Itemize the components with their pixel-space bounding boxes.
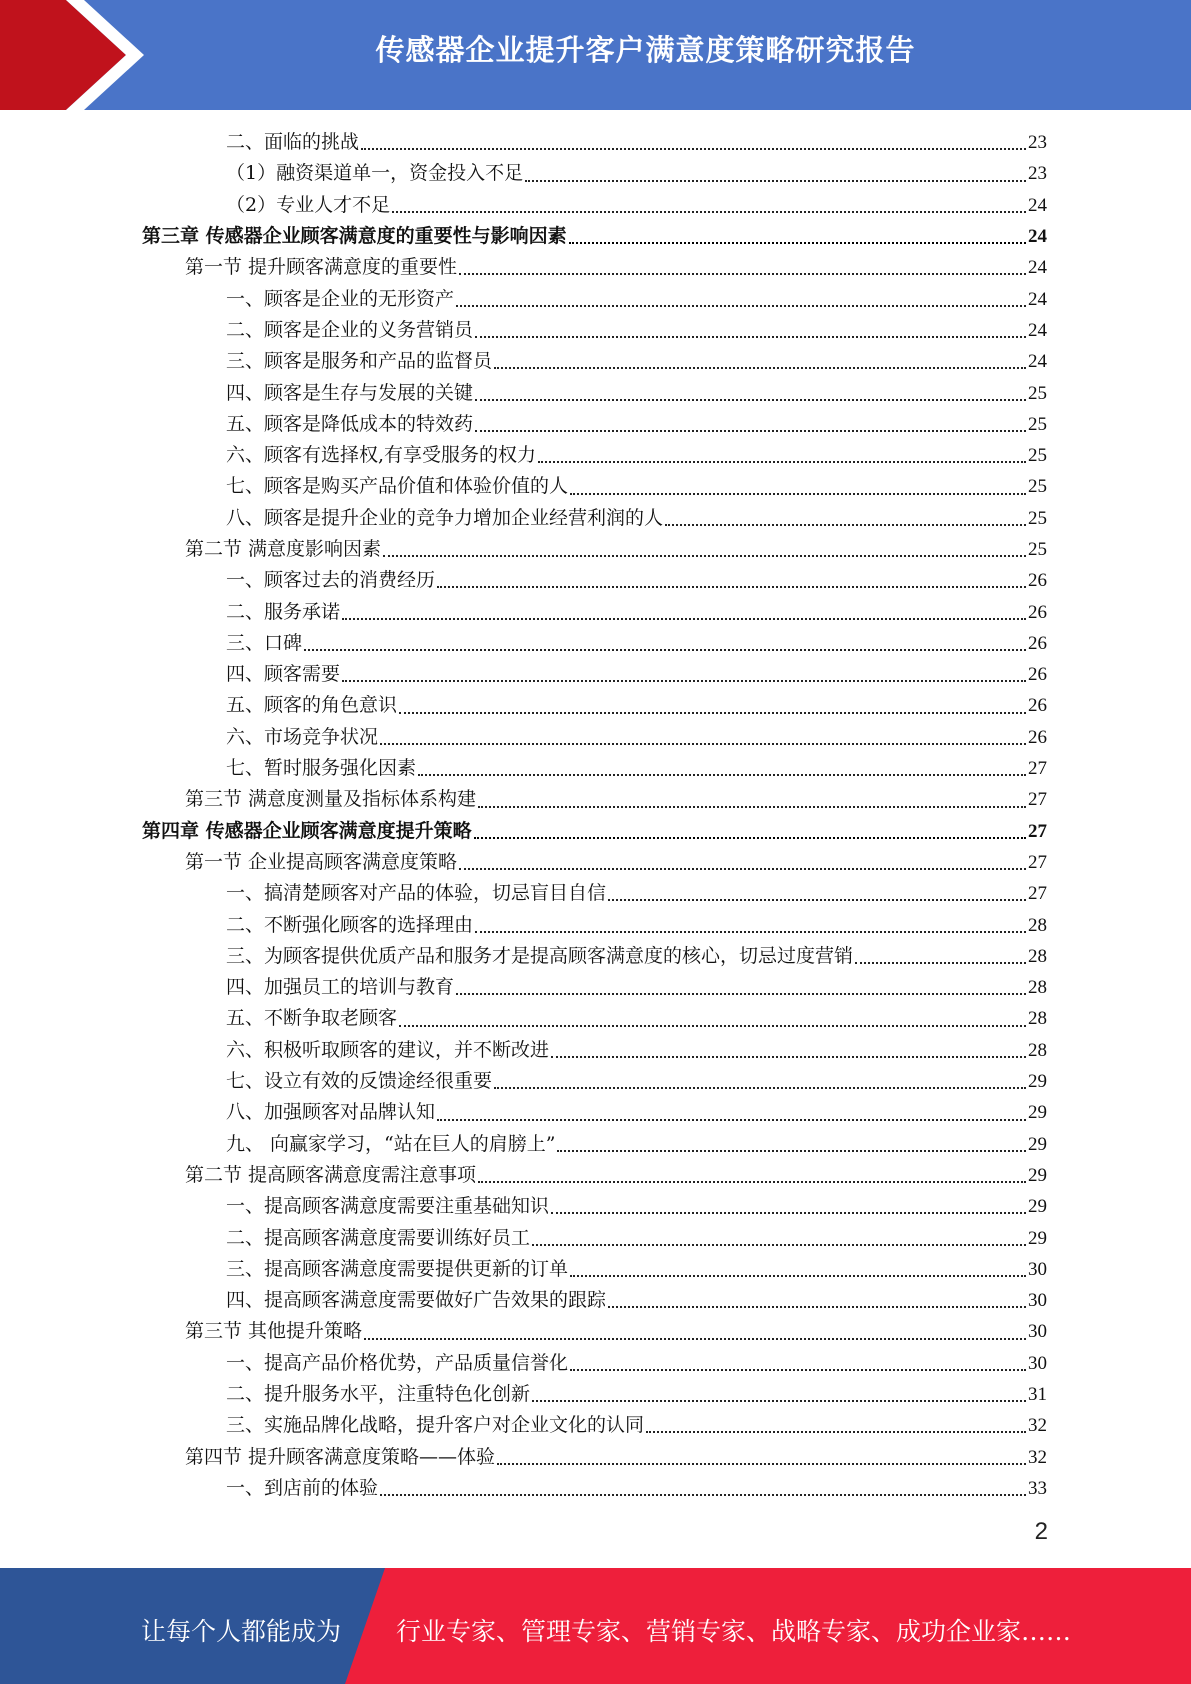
toc-dot-leader <box>497 1462 1026 1465</box>
toc-subsection-entry[interactable] <box>0 1410 1191 1441</box>
toc-page-number: 30 <box>1028 1352 1047 1374</box>
toc-subsection-entry[interactable] <box>0 346 1191 377</box>
toc-entry-title: 七、暂时服务强化因素 <box>226 757 417 780</box>
toc-subsection-entry[interactable] <box>0 690 1191 721</box>
toc-entry-title: 一、到店前的体验 <box>226 1476 379 1499</box>
toc-entry-title: 五、顾客是降低成本的特效药 <box>226 412 474 435</box>
toc-entry-title: 四、提高顾客满意度需要做好广告效果的跟踪 <box>226 1289 607 1312</box>
toc-dot-leader <box>459 272 1026 275</box>
toc-page-number: 26 <box>1028 632 1047 654</box>
toc-entry-title: 八、加强顾客对品牌认知 <box>226 1101 436 1124</box>
toc-page-number: 29 <box>1028 1164 1047 1186</box>
toc-page-number: 28 <box>1028 1039 1047 1061</box>
toc-entry-title: 第四章 传感器企业顾客满意度提升策略 <box>142 819 472 842</box>
toc-subsection-entry[interactable] <box>0 190 1191 221</box>
toc-dot-leader <box>456 304 1026 307</box>
toc-page-number: 24 <box>1028 288 1047 310</box>
toc-entry-title: 二、提升服务水平，注重特色化创新 <box>226 1383 531 1406</box>
toc-entry-title: 三、口碑 <box>226 631 303 654</box>
toc-page-number: 27 <box>1028 820 1047 842</box>
toc-subsection-entry[interactable] <box>0 1003 1191 1034</box>
toc-entry-title: 六、市场竞争状况 <box>226 725 379 748</box>
toc-entry-title: 第三章 传感器企业顾客满意度的重要性与影响因素 <box>142 225 567 248</box>
toc-entry-title: 二、面临的挑战 <box>226 131 360 154</box>
toc-page-number: 25 <box>1028 382 1047 404</box>
toc-dot-leader <box>525 179 1026 182</box>
toc-dot-leader <box>361 147 1026 150</box>
toc-dot-leader <box>551 1055 1026 1058</box>
toc-dot-leader <box>392 210 1026 213</box>
toc-entry-title: 六、积极听取顾客的建议，并不断改进 <box>226 1038 550 1061</box>
toc-page-number: 29 <box>1028 1071 1047 1093</box>
toc-page-number: 30 <box>1028 1258 1047 1280</box>
toc-section-entry[interactable] <box>0 534 1191 565</box>
toc-dot-leader <box>437 1118 1026 1121</box>
toc-page-number: 25 <box>1028 539 1047 560</box>
toc-entry-title: 三、为顾客提供优质产品和服务才是提高顾客满意度的核心，切忌过度营销 <box>226 944 854 967</box>
toc-subsection-entry[interactable] <box>0 409 1191 440</box>
toc-dot-leader <box>494 1086 1026 1089</box>
toc-dot-leader <box>475 335 1026 338</box>
toc-subsection-entry[interactable] <box>0 1222 1191 1253</box>
toc-subsection-entry[interactable] <box>0 377 1191 408</box>
toc-entry-title: 一、提高产品价格优势，产品质量信誉化 <box>226 1351 569 1374</box>
toc-dot-leader <box>608 1305 1026 1308</box>
toc-entry-title: 三、提高顾客满意度需要提供更新的订单 <box>226 1257 569 1280</box>
toc-entry-title: 第一节 提升顾客满意度的重要性 <box>185 256 458 279</box>
toc-page-number: 28 <box>1028 914 1047 936</box>
toc-entry-title: 一、顾客过去的消费经历 <box>226 569 436 592</box>
toc-subsection-entry[interactable] <box>0 628 1191 659</box>
toc-page-number: 26 <box>1028 726 1047 748</box>
toc-entry-title: 第一节 企业提高顾客满意度策略 <box>185 850 458 873</box>
toc-page-number: 29 <box>1028 1227 1047 1249</box>
toc-subsection-entry[interactable] <box>0 1066 1191 1097</box>
toc-page-number: 24 <box>1028 319 1047 341</box>
toc-subsection-entry[interactable] <box>0 1097 1191 1128</box>
toc-section-entry[interactable] <box>0 1441 1191 1472</box>
toc-entry-title: 八、顾客是提升企业的竞争力增加企业经营利润的人 <box>226 506 664 529</box>
toc-page-number: 28 <box>1028 977 1047 999</box>
toc-entry-title: 五、顾客的角色意识 <box>226 694 398 717</box>
toc-dot-leader <box>475 930 1026 933</box>
toc-subsection-entry[interactable] <box>0 315 1191 346</box>
toc-entry-title: 二、提高顾客满意度需要训练好员工 <box>226 1226 531 1249</box>
toc-dot-leader <box>532 1243 1026 1246</box>
toc-page-number: 32 <box>1028 1446 1047 1468</box>
toc-page-number: 27 <box>1028 758 1047 780</box>
page-header <box>0 0 1191 110</box>
toc-entry-title: 四、顾客需要 <box>226 663 341 686</box>
toc-entry-title: 第三节 满意度测量及指标体系构建 <box>185 788 477 811</box>
toc-dot-leader <box>665 523 1026 526</box>
toc-page-number: 24 <box>1028 257 1047 279</box>
toc-chapter-entry[interactable] <box>0 816 1191 847</box>
toc-entry-title: 二、不断强化顾客的选择理由 <box>226 913 474 936</box>
toc-entry-title: 七、顾客是购买产品价值和体验价值的人 <box>226 475 569 498</box>
toc-section-entry[interactable] <box>0 252 1191 283</box>
toc-page-number: 23 <box>1028 132 1047 154</box>
toc-dot-leader <box>399 711 1026 714</box>
page-footer <box>0 1568 1191 1684</box>
toc-page-number: 27 <box>1028 883 1047 905</box>
toc-page-number: 26 <box>1028 664 1047 686</box>
toc-subsection-entry[interactable] <box>0 158 1191 189</box>
toc-page-number: 28 <box>1028 1008 1047 1030</box>
toc-dot-leader <box>380 742 1026 745</box>
toc-chapter-entry[interactable] <box>0 221 1191 252</box>
toc-subsection-entry[interactable] <box>0 1129 1191 1160</box>
toc-page-number: 25 <box>1028 476 1047 498</box>
toc-section-entry[interactable] <box>0 1316 1191 1347</box>
toc-subsection-entry[interactable] <box>0 722 1191 753</box>
toc-dot-leader <box>475 429 1026 432</box>
toc-dot-leader <box>437 585 1026 588</box>
toc-entry-title: 第二节 提高顾客满意度需注意事项 <box>185 1163 477 1186</box>
toc-subsection-entry[interactable] <box>0 972 1191 1003</box>
toc-entry-title: （2）专业人才不足 <box>226 193 391 216</box>
toc-page-number: 29 <box>1028 1102 1047 1124</box>
toc-dot-leader <box>383 554 1026 557</box>
toc-subsection-entry[interactable] <box>0 1035 1191 1066</box>
table-of-contents <box>0 127 1191 1504</box>
toc-subsection-entry[interactable] <box>0 909 1191 940</box>
toc-subsection-entry[interactable] <box>0 659 1191 690</box>
toc-subsection-entry[interactable] <box>0 1473 1191 1504</box>
toc-dot-leader <box>608 898 1026 901</box>
toc-subsection-entry[interactable] <box>0 565 1191 596</box>
toc-dot-leader <box>459 867 1026 870</box>
toc-section-entry[interactable] <box>0 847 1191 878</box>
toc-dot-leader <box>478 805 1026 808</box>
toc-dot-leader <box>399 1024 1026 1027</box>
toc-dot-leader <box>557 1149 1026 1152</box>
document-title: 传感器企业提升客户满意度策略研究报告 <box>375 33 916 67</box>
page-number: 2 <box>1034 1518 1048 1545</box>
toc-entry-title: 三、实施品牌化战略，提升客户对企业文化的认同 <box>226 1414 645 1437</box>
toc-page-number: 28 <box>1028 945 1047 967</box>
toc-entry-title: 第三节 其他提升策略 <box>185 1320 363 1343</box>
toc-dot-leader <box>570 492 1026 495</box>
toc-dot-leader <box>855 961 1026 964</box>
toc-page-number: 33 <box>1028 1477 1047 1499</box>
toc-entry-title: 第二节 满意度影响因素 <box>185 538 382 560</box>
toc-page-number: 25 <box>1028 507 1047 529</box>
toc-subsection-entry[interactable] <box>0 1285 1191 1316</box>
toc-entry-title: 一、搞清楚顾客对产品的体验，切忌盲目自信 <box>226 882 607 905</box>
toc-subsection-entry[interactable] <box>0 878 1191 909</box>
toc-dot-leader <box>570 1368 1026 1371</box>
toc-dot-leader <box>538 460 1026 463</box>
toc-dot-leader <box>478 1180 1026 1183</box>
toc-entry-title: 第四节 提升顾客满意度策略——体验 <box>185 1445 496 1468</box>
toc-dot-leader <box>364 1337 1026 1340</box>
toc-dot-leader <box>551 1211 1026 1214</box>
toc-page-number: 24 <box>1028 226 1047 248</box>
toc-subsection-entry[interactable] <box>0 471 1191 502</box>
toc-subsection-entry[interactable] <box>0 1379 1191 1410</box>
toc-subsection-entry[interactable] <box>0 596 1191 627</box>
toc-page-number: 31 <box>1028 1384 1047 1406</box>
toc-subsection-entry[interactable] <box>0 941 1191 972</box>
toc-entry-title: 九、 向赢家学习，“站在巨人的肩膀上” <box>226 1132 556 1155</box>
toc-entry-title: 七、设立有效的反馈途经很重要 <box>226 1070 493 1093</box>
toc-entry-title: 二、顾客是企业的义务营销员 <box>226 318 474 341</box>
toc-dot-leader <box>646 1430 1026 1433</box>
toc-subsection-entry[interactable] <box>0 1254 1191 1285</box>
toc-page-number: 24 <box>1028 351 1047 373</box>
toc-page-number: 30 <box>1028 1290 1047 1312</box>
toc-page-number: 25 <box>1028 445 1047 467</box>
toc-subsection-entry[interactable] <box>0 1191 1191 1222</box>
toc-entry-title: （1）融资渠道单一，资金投入不足 <box>226 162 524 185</box>
toc-dot-leader <box>342 617 1026 620</box>
toc-dot-leader <box>304 648 1026 651</box>
toc-entry-title: 五、不断争取老顾客 <box>226 1007 398 1030</box>
toc-dot-leader <box>456 992 1026 995</box>
toc-dot-leader <box>342 679 1026 682</box>
toc-dot-leader <box>570 1274 1026 1277</box>
toc-subsection-entry[interactable] <box>0 503 1191 534</box>
footer-slogan-right: 行业专家、管理专家、营销专家、战略专家、成功企业家…… <box>396 1617 1072 1646</box>
toc-entry-title: 四、加强员工的培训与教育 <box>226 976 455 999</box>
toc-page-number: 26 <box>1028 695 1047 717</box>
toc-entry-title: 三、顾客是服务和产品的监督员 <box>226 350 493 373</box>
toc-subsection-entry[interactable] <box>0 283 1191 314</box>
toc-entry-title: 二、服务承诺 <box>226 600 341 623</box>
toc-subsection-entry[interactable] <box>0 753 1191 784</box>
toc-page-number: 25 <box>1028 413 1047 435</box>
toc-page-number: 32 <box>1028 1415 1047 1437</box>
toc-entry-title: 四、顾客是生存与发展的关键 <box>226 381 474 404</box>
toc-page-number: 27 <box>1028 851 1047 873</box>
toc-section-entry[interactable] <box>0 1160 1191 1191</box>
toc-page-number: 30 <box>1028 1321 1047 1343</box>
toc-dot-leader <box>569 241 1026 244</box>
toc-dot-leader <box>418 773 1026 776</box>
toc-dot-leader <box>475 398 1026 401</box>
toc-entry-title: 一、顾客是企业的无形资产 <box>226 287 455 310</box>
toc-page-number: 24 <box>1028 194 1047 216</box>
toc-page-number: 29 <box>1028 1133 1047 1155</box>
toc-dot-leader <box>474 836 1026 839</box>
toc-page-number: 29 <box>1028 1196 1047 1218</box>
toc-entry-title: 六、顾客有选择权,有享受服务的权力 <box>226 444 537 467</box>
toc-dot-leader <box>494 366 1026 369</box>
footer-slogan-left: 让每个人都能成为 <box>141 1617 342 1646</box>
toc-dot-leader <box>532 1399 1026 1402</box>
toc-subsection-entry[interactable] <box>0 1348 1191 1379</box>
toc-page-number: 27 <box>1028 789 1047 811</box>
toc-page-number: 23 <box>1028 163 1047 185</box>
toc-section-entry[interactable] <box>0 784 1191 815</box>
toc-subsection-entry[interactable] <box>0 127 1191 158</box>
toc-page-number: 26 <box>1028 601 1047 623</box>
toc-entry-title: 一、提高顾客满意度需要注重基础知识 <box>226 1195 550 1218</box>
toc-dot-leader <box>380 1493 1026 1496</box>
toc-page-number: 26 <box>1028 570 1047 592</box>
toc-subsection-entry[interactable] <box>0 440 1191 471</box>
